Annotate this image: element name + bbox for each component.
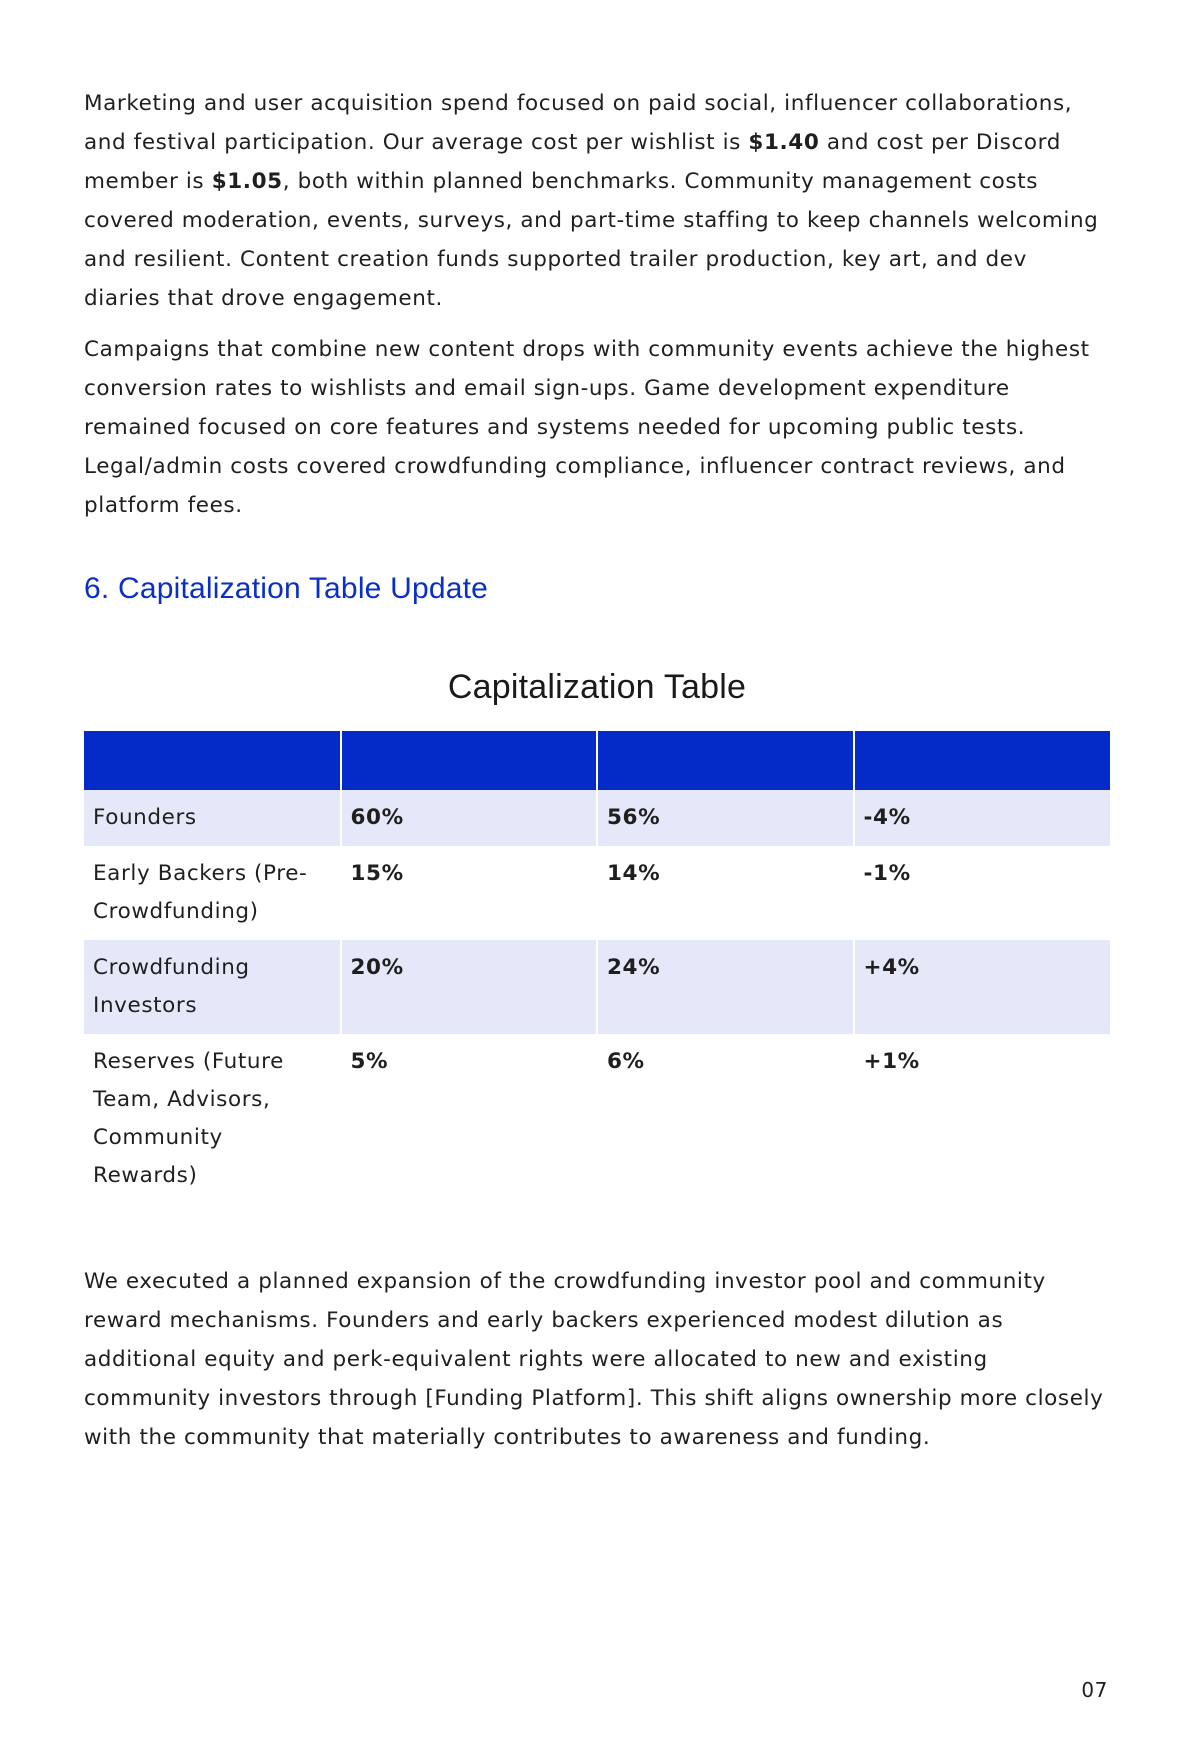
row-label: Crowdfunding Investors [84, 940, 341, 1034]
row-value: -4% [854, 790, 1111, 846]
paragraph-dilution: We executed a planned expansion of the crowdfunding investor pool and community reward mechanisms. Founders and early backers experienced modest dilution as additional equity and perk-equivalent rights were allocated to new and existing community investors through [Funding Platform]. This shift aligns ownership more closely with the community that materially contributes to awareness and funding. [84, 1269, 1104, 1450]
row-value: 6% [597, 1034, 854, 1204]
capitalization-table [84, 731, 1110, 1204]
table-row [84, 1034, 1110, 1204]
document-page [84, 84, 1110, 1469]
row-label: Founders [84, 790, 341, 846]
row-value: +1% [863, 1049, 920, 1074]
row-value: 15% [341, 846, 598, 940]
row-value: 14% [597, 846, 854, 940]
table-header-cell [854, 731, 1111, 790]
table-row [84, 940, 1110, 1034]
table-header-cell [341, 731, 598, 790]
paragraph-campaigns: Campaigns that combine new content drops with community events achieve the highest conversion rates to wishlists and email sign-ups. Game development expenditure remained focused on core features and systems needed for upcoming public tests. Legal/admin costs covered crowdfunding compliance, influencer contract reviews, and platform fees. [84, 337, 1090, 518]
table-header-row [84, 731, 1110, 790]
page-number: 07 [1081, 1678, 1108, 1702]
table-title: Capitalization Table [447, 668, 747, 706]
table-header-cell [597, 731, 854, 790]
table-row [84, 846, 1110, 940]
table-header-cell [84, 731, 341, 790]
row-value: -1% [863, 861, 911, 886]
row-value: 56% [597, 790, 854, 846]
row-value: 60% [341, 790, 598, 846]
paragraph-marketing: Marketing and user acquisition spend focused on paid social, influencer collaborations, and festival participation. Our average cost per wishlist is $1.40 and cost per Discord member is $1.05, both within planned benchmarks. Community management costs covered moderation, events, surveys, and part-time staffing to keep channels welcoming and resilient. Content creation funds supported trailer production, key art, and dev diaries that drove engagement. [84, 91, 1099, 311]
row-value: 24% [597, 940, 854, 1034]
table-row [84, 790, 1110, 846]
cost-per-discord-member: $1.05 [211, 169, 283, 194]
section-heading: 6. Capitalization Table Update [84, 572, 489, 605]
row-label: Early Backers (Pre-Crowdfunding) [84, 846, 341, 940]
row-value: 20% [341, 940, 598, 1034]
row-value: 5% [341, 1034, 598, 1204]
cost-per-wishlist: $1.40 [748, 130, 820, 155]
row-label: Reserves (Future Team, Advisors, Community Rewards) [84, 1034, 341, 1204]
row-value: +4% [854, 940, 1111, 1034]
